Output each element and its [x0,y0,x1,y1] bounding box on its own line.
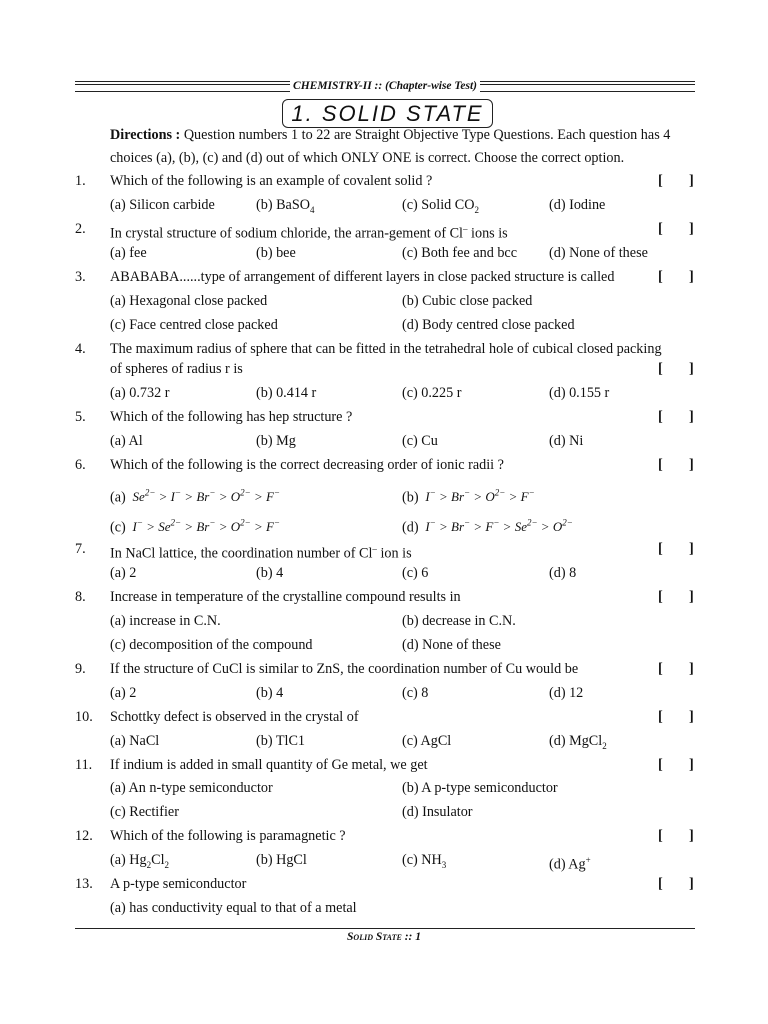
option-b[interactable]: (b) decrease in C.N. [402,613,516,629]
option-b[interactable]: (b) $I^- > Br^- > O^{2-} > F^-$ [402,488,535,506]
option-a[interactable]: (a) NaCl [110,733,160,749]
options-5 [0,429,768,453]
page-footer [0,931,768,943]
option-c[interactable]: (c) 8 [402,685,429,701]
question-text: Which of the following has hep structure ? [110,409,353,425]
question-text: If indium is added in small quantity of Ge metal, we get [110,757,428,773]
question-number: 12. [75,828,93,844]
question-number: 8. [75,589,86,605]
answer-bracket-close[interactable]: ] [689,269,694,285]
options-13 [0,896,768,920]
option-a[interactable]: (a) An n-type semiconductor [110,780,273,796]
option-d[interactable]: (d) Iodine [549,197,606,213]
question-number: 6. [75,457,86,473]
answer-bracket-open[interactable]: [ [658,709,663,725]
option-d[interactable]: (d) Ni [549,433,584,449]
question-text: ABABABA......type of arrangement of different layers in close packed structure is called [110,269,615,285]
option-b[interactable]: (b) BaSO$_4$ [256,197,315,215]
option-d[interactable]: (d) Body centred close packed [402,317,575,333]
option-b[interactable]: (b) HgCl [256,852,307,868]
answer-bracket-open[interactable]: [ [658,269,663,285]
question-2 [0,217,768,241]
option-d[interactable]: (d) Insulator [402,804,473,820]
question-13 [0,872,768,896]
option-a[interactable]: (a) 0.732 r [110,385,170,401]
question-number: 1. [75,173,86,189]
question-10 [0,705,768,729]
options-6a [0,481,768,505]
question-7 [0,537,768,561]
answer-bracket-close[interactable]: ] [689,457,694,473]
answer-bracket-close[interactable]: ] [689,541,694,557]
question-text: Which of the following is paramagnetic ? [110,828,346,844]
option-a[interactable]: (a) has conductivity equal to that of a metal [110,900,357,916]
question-text: Increase in temperature of the crystalline compound results in [110,589,461,605]
footer-rule [75,928,695,929]
answer-bracket-close[interactable]: ] [689,876,694,892]
options-11a [0,776,768,800]
directions [110,124,696,170]
answer-bracket-open[interactable]: [ [658,541,663,557]
question-number: 10. [75,709,93,725]
question-text: Which of the following is an example of covalent solid ? [110,173,433,189]
question-text: Schottky defect is observed in the crystal of [110,709,359,725]
answer-bracket-close[interactable]: ] [689,661,694,677]
options-3a [0,289,768,313]
question-text: Which of the following is the correct decreasing order of ionic radii ? [110,457,504,473]
answer-bracket-open[interactable]: [ [658,361,663,377]
options-10 [0,729,768,753]
option-b[interactable]: (b) A p-type semiconductor [402,780,558,796]
option-a[interactable]: (a) 2 [110,565,137,581]
question-number: 4. [75,341,86,357]
option-c[interactable]: (c) $I^- > Se^{2-} > Br^- > O^{2-} > F^-$ [110,518,280,536]
question-12 [0,824,768,848]
options-8b [0,633,768,657]
page-number: 1 [415,931,421,943]
option-c[interactable]: (c) Cu [402,433,438,449]
question-5 [0,405,768,429]
header-rule-left [75,81,290,92]
option-d[interactable]: (d) 12 [549,685,584,701]
options-11b [0,800,768,824]
options-12 [0,848,768,872]
question-text-continued: of spheres of radius r is [110,361,243,377]
option-b[interactable]: (b) 4 [256,565,284,581]
options-3b [0,313,768,337]
option-c[interactable]: (c) AgCl [402,733,452,749]
answer-bracket-close[interactable]: ] [689,361,694,377]
question-3 [0,265,768,289]
option-d[interactable]: (d) 0.155 r [549,385,610,401]
question-text: If the structure of CuCl is similar to ZnS, the coordination number of Cu would be [110,661,579,677]
answer-bracket-open[interactable]: [ [658,828,663,844]
question-number: 9. [75,661,86,677]
answer-bracket-open[interactable]: [ [658,757,663,773]
option-c[interactable]: (c) $NH_3$ [402,852,447,870]
option-c[interactable]: (c) 6 [402,565,429,581]
options-8a [0,609,768,633]
option-c[interactable]: (c) decomposition of the compound [110,637,313,653]
answer-bracket-open[interactable]: [ [658,457,663,473]
directions-label: Directions : [110,127,181,143]
question-1 [0,169,768,193]
question-number: 3. [75,269,86,285]
option-a[interactable]: (a) $Hg_2Cl_2$ [110,852,170,870]
option-a[interactable]: (a) fee [110,245,147,261]
question-number: 5. [75,409,86,425]
option-a[interactable]: (a) Silicon carbide [110,197,215,213]
option-d[interactable]: (d) $I^- > Br^- > F^- > Se^{2-} > O^{2-}$ [402,518,573,536]
question-text: The maximum radius of sphere that can be fitted in the tetrahedral hole of cubical closed packing [110,341,662,357]
answer-bracket-close[interactable]: ] [689,709,694,725]
answer-bracket-close[interactable]: ] [689,757,694,773]
option-d[interactable]: (d) Ag+ [549,855,591,873]
option-b[interactable]: (b) bee [256,245,296,261]
option-a[interactable]: (a) Hexagonal close packed [110,293,268,309]
answer-bracket-open[interactable]: [ [658,221,663,237]
directions-text: Question numbers 1 to 22 are Straight Objective Type Questions. Each question has 4 choices (a), (b), (c) and (d) out of which ONLY ONE is correct. Choose the correct option. [110,127,671,166]
options-1 [0,193,768,217]
option-b[interactable]: (b) Cubic close packed [402,293,533,309]
question-8 [0,585,768,609]
footer-separator: :: [401,931,416,943]
question-text: In crystal structure of sodium chloride, the arran-gement of Cl– ions is [110,224,508,242]
question-6 [0,453,768,477]
answer-bracket-close[interactable]: ] [689,828,694,844]
option-b[interactable]: (b) Mg [256,433,296,449]
options-2 [0,241,768,265]
option-a[interactable]: (a) increase in C.N. [110,613,221,629]
question-4-cont [0,357,768,381]
option-b[interactable]: (b) TlC1 [256,733,305,749]
question-number: 7. [75,541,86,557]
option-d[interactable]: (d) None of these [549,245,648,261]
answer-bracket-close[interactable]: ] [689,221,694,237]
option-c[interactable]: (c) Face centred close packed [110,317,278,333]
answer-bracket-open[interactable]: [ [658,409,663,425]
option-b[interactable]: (b) 4 [256,685,284,701]
option-d[interactable]: (d) None of these [402,637,501,653]
option-a[interactable]: (a) Al [110,433,143,449]
question-text: A p-type semiconductor [110,876,247,892]
chapter-header [75,78,695,94]
answer-bracket-open[interactable]: [ [658,173,663,189]
option-d[interactable]: (d) MgCl$_2$ [549,733,607,751]
answer-bracket-open[interactable]: [ [658,876,663,892]
option-d[interactable]: (d) 8 [549,565,577,581]
options-9 [0,681,768,705]
question-number: 2. [75,221,86,237]
answer-bracket-open[interactable]: [ [658,589,663,605]
question-number: 11. [75,757,93,773]
option-a[interactable]: (a) 2 [110,685,137,701]
subject-title: CHEMISTRY-II :: (Chapter-wise Test) [293,80,477,92]
header-rule-right [480,81,695,92]
answer-bracket-close[interactable]: ] [689,173,694,189]
answer-bracket-close[interactable]: ] [689,589,694,605]
answer-bracket-close[interactable]: ] [689,409,694,425]
footer-chapter: Solid State [347,931,402,943]
question-number: 13. [75,876,93,892]
question-11 [0,753,768,777]
option-c[interactable]: (c) 0.225 r [402,385,462,401]
question-9 [0,657,768,681]
option-c[interactable]: (c) Both fee and bcc [402,245,518,261]
option-a[interactable]: (a) $Se^{2-} > I^- > Br^- > O^{2-} > F^-$ [110,488,280,506]
options-6b [0,511,768,535]
options-4 [0,381,768,405]
options-7 [0,561,768,585]
answer-bracket-open[interactable]: [ [658,661,663,677]
page-title: 1. SOLID STATE [282,99,493,128]
question-text: In NaCl lattice, the coordination number of Cl– ion is [110,544,412,562]
option-b[interactable]: (b) 0.414 r [256,385,317,401]
option-c[interactable]: (c) Solid $CO_2$ [402,197,480,215]
option-c[interactable]: (c) Rectifier [110,804,179,820]
